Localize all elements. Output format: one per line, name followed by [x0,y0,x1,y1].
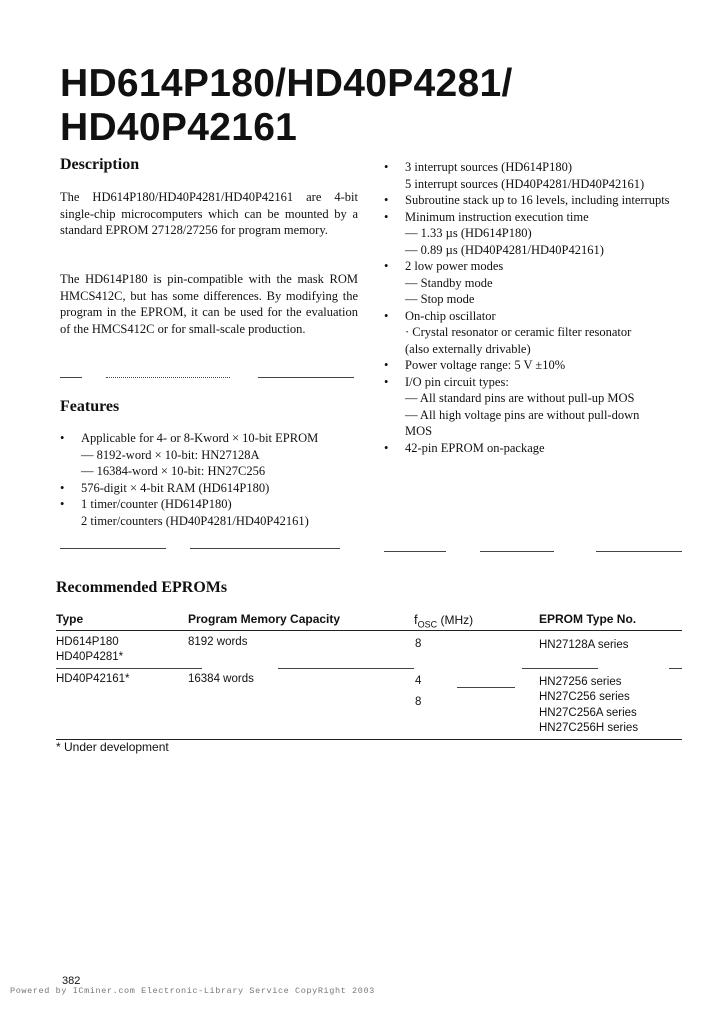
column-header-fosc [414,612,473,629]
row-separator [669,668,682,669]
row-separator [522,668,598,669]
divider [60,548,166,549]
footnote: * Under development [56,740,169,754]
title-line-2: HD40P42161 [60,106,298,149]
features-list-right [384,159,686,456]
divider [258,377,354,378]
feature-subitem: — Stop mode [405,292,475,306]
column-header-type: Type [56,612,84,626]
features-list-left [60,430,360,529]
feature-text: 2 low power modes [405,259,504,273]
feature-text: Power voltage range: 5 V ±10% [405,358,566,372]
bullet-icon: • [384,209,389,224]
bullet-icon: • [384,259,389,273]
feature-item [384,159,686,192]
bullet-icon: • [60,431,65,445]
row-separator [56,668,202,669]
feature-text: On-chip oscillator [405,308,496,323]
document-title [60,62,700,150]
divider [106,377,230,378]
fosc-separator [457,687,515,688]
bullet-icon: • [384,160,389,174]
divider [190,548,340,549]
row2-eprom-4: HN27C256H series [539,722,639,734]
column-header-capacity: Program Memory Capacity [188,612,341,626]
feature-item [384,258,686,308]
bullet-icon: • [384,193,389,207]
fosc-symbol: f [414,612,418,627]
bullet-icon: • [384,308,389,323]
feature-subitem: — All high voltage pins are without pull-down [405,407,640,422]
feature-subitem: — 1.33 µs (HD614P180) [405,226,532,240]
row2-fosc-2: 8 [415,696,422,708]
feature-subitem: — Standby mode [405,275,493,290]
recommended-eproms-heading: Recommended EPROMs [56,579,228,596]
feature-item [384,192,686,209]
bullet-icon: • [60,497,65,511]
features-heading: Features [60,398,120,415]
row1-capacity: 8192 words [188,636,248,648]
feature-text: Minimum instruction execution time [405,209,589,224]
feature-item [384,440,686,457]
feature-text: Applicable for 4- or 8-Kword × 10-bit EPROM [81,431,319,445]
feature-text: 1 timer/counter (HD614P180) [81,497,232,511]
description-paragraph-1: The HD614P180/HD40P4281/HD40P42161 are 4-bit single-chip microcomputers which can be mounted by a standard EPROM 27128/27256 for program memory. [60,190,358,237]
page-number: 382 [62,975,81,987]
feature-subitem: — 8192-word × 10-bit: HN27128A [81,447,260,462]
divider [480,551,554,552]
row2-fosc-1: 4 [415,675,422,687]
row2-eprom-1: HN27256 series [539,676,622,688]
feature-text: 42-pin EPROM on-package [405,440,545,455]
feature-item [384,209,686,259]
fosc-subscript: OSC [417,619,438,630]
feature-subitem: MOS [405,424,433,438]
divider [596,551,682,552]
row1-type-1: HD614P180 [56,636,119,648]
row2-eprom-3: HN27C256A series [539,707,637,719]
row1-type-2: HD40P4281* [56,651,124,663]
bullet-icon: • [384,440,389,455]
row1-fosc: 8 [415,638,422,650]
bullet-icon: • [60,480,65,495]
row-separator [278,668,414,669]
row1-eprom: HN27128A series [539,639,629,651]
description-heading: Description [60,156,140,173]
feature-subitem: — All standard pins are without pull-up MOS [405,391,635,405]
divider [384,551,446,552]
feature-subitem: · Crystal resonator or ceramic filter resonator [405,325,632,339]
divider [60,377,82,378]
row2-type: HD40P42161* [56,673,130,685]
fosc-unit: (MHz) [437,613,474,627]
feature-item [60,430,360,480]
row2-capacity: 16384 words [188,673,254,685]
row2-eprom-2: HN27C256 series [539,691,630,703]
description-paragraph-2: The HD614P180 is pin-compatible with the mask ROM HMCS412C, but has some differences. By modifying the program in the EPROM, it can be used for the evaluation of the HMCS412C or for small-scale production. [60,272,358,336]
feature-item [384,357,686,374]
feature-text: 3 interrupt sources (HD614P180) [405,160,572,174]
feature-subitem: 2 timer/counters (HD40P4281/HD40P42161) [81,513,309,528]
feature-text: I/O pin circuit types: [405,374,509,389]
feature-text: 576-digit × 4-bit RAM (HD614P180) [81,480,270,495]
column-header-eprom-type: EPROM Type No. [539,612,637,626]
feature-subitem: 5 interrupt sources (HD40P4281/HD40P42161) [405,176,645,191]
feature-subitem: (also externally drivable) [405,341,531,356]
feature-item [384,374,686,440]
table-top-rule [56,630,682,631]
bullet-icon: • [384,374,389,389]
feature-item [60,496,360,529]
feature-item [384,308,686,358]
feature-subitem: — 0.89 µs (HD40P4281/HD40P42161) [405,242,604,257]
feature-item [60,480,360,497]
title-line-1: HD614P180/HD40P4281/ [60,62,513,105]
bullet-icon: • [384,358,389,372]
feature-text: Subroutine stack up to 16 levels, including interrupts [405,193,670,207]
feature-subitem: — 16384-word × 10-bit: HN27C256 [81,464,266,478]
powered-by-watermark: Powered by ICminer.com Electronic-Library Service CopyRight 2003 [10,986,375,996]
